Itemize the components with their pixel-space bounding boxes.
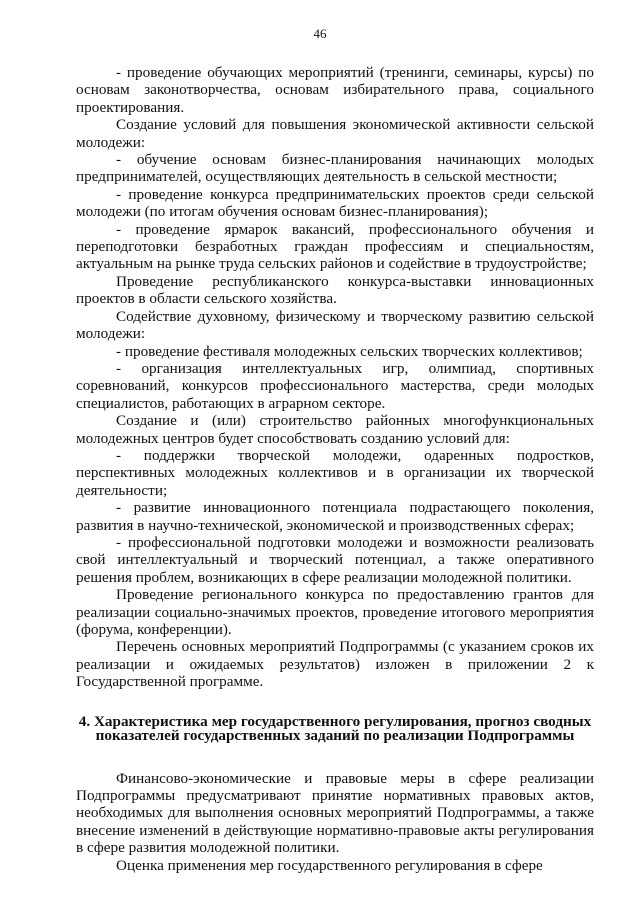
section-heading: 4. Характеристика мер государственного регулирования, прогноз сводных показателей государственных заданий по реализации Подпрограммы: [78, 712, 592, 744]
paragraph: Перечень основных мероприятий Подпрограммы (с указанием сроков их реализации и ожидаемых результатов) изложен в приложении 2 к Государственной программе.: [76, 638, 594, 691]
paragraph: Финансово-экономические и правовые меры в сфере реализации Подпрограммы предусматривают принятие нормативных правовых актов, необходимых для выполнения основных мероприятий Подпрограммы, а также внесение изменений в действующие нормативно-правовые акты регулирования в сфере развития молодежной политики.: [76, 769, 594, 857]
paragraph: - проведение обучающих мероприятий (тренинги, семинары, курсы) по основам законотворчества, основам избирательного права, социального проектирования.: [76, 64, 594, 116]
paragraph: Проведение регионального конкурса по предоставлению грантов для реализации социально-значимых проектов, проведение итогового мероприятия (форума, конференции).: [76, 586, 594, 638]
page-number: 46: [313, 26, 327, 41]
paragraph: - развитие инновационного потенциала подрастающего поколения, развития в научно-технической, экономической и производственных сферах;: [76, 499, 594, 534]
document-body: [76, 64, 594, 874]
paragraph: Проведение республиканского конкурса-выставки инновационных проектов в области сельского хозяйства.: [76, 272, 594, 308]
paragraph: Содействие духовному, физическому и творческому развитию сельской молодежи:: [76, 307, 594, 343]
paragraph: - организация интеллектуальных игр, олимпиад, спортивных соревнований, конкурсов профессионального мастерства, среди молодых специалистов, работающих в аграрном секторе.: [76, 359, 594, 412]
paragraph: - проведение конкурса предпринимательских проектов среди сельской молодежи (по итогам обучения основам бизнес-планирования);: [76, 185, 594, 221]
paragraph: - поддержки творческой молодежи, одаренных подростков, перспективных молодежных коллективов и в организации их творческой деятельности;: [76, 446, 594, 499]
paragraph: - обучение основам бизнес-планирования начинающих молодых предпринимателей, осуществляющих деятельность в сельской местности;: [76, 151, 594, 186]
paragraph: Создание условий для повышения экономической активности сельской молодежи:: [76, 116, 594, 151]
paragraph: Создание и (или) строительство районных многофункциональных молодежных центров будет способствовать созданию условий для:: [76, 412, 594, 447]
paragraph: - проведение фестиваля молодежных сельских творческих коллективов;: [116, 342, 583, 360]
paragraph: - проведение ярмарок вакансий, профессионального обучения и переподготовки безработных граждан профессиям и специальностям, актуальным на рынке труда сельских районов и содействие в трудоустройстве;: [76, 220, 594, 273]
paragraph: Оценка применения мер государственного регулирования в сфере: [116, 856, 543, 874]
paragraph: - профессиональной подготовки молодежи и возможности реализовать свой интеллектуальный и творческий потенциал, а также оперативного решения проблем, возникающих в сфере реализации молодежной политики.: [76, 533, 594, 586]
